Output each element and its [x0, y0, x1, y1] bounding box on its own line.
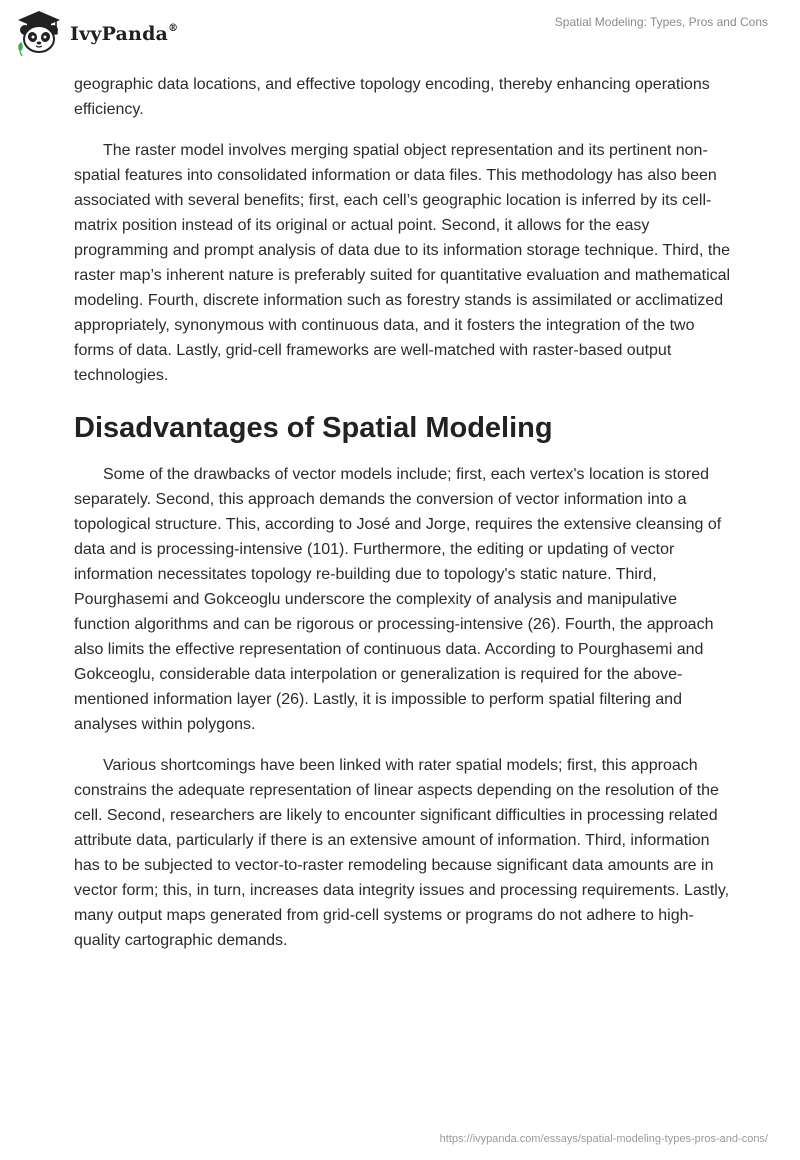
- essay-body: [74, 72, 734, 953]
- page-header: [0, 0, 800, 70]
- section-heading: Disadvantages of Spatial Modeling: [74, 412, 553, 444]
- brand-name: IvyPanda®: [70, 22, 179, 45]
- panda-graduate-icon: [14, 8, 64, 58]
- paragraph-vector-drawbacks: Some of the drawbacks of vector models include; first, each vertex's location is stored separately. Second, this approach demands the conversion of vector information into a topological structure. This, according to José and Jorge, requires the extensive cleansing of data and is processing-intensive (101). Furthermore, the editing or updating of vector information necessitates topology re-building due to topology's static nature. Third, Pourghasemi and Gokceoglu underscore the complexity of analysis and manipulative function algorithms and can be rigorous or processing-intensive (26). Fourth, the approach also limits the effective representation of continuous data. According to Pourghasemi and Gokceoglu, considerable data interpolation or generalization is required for the above-mentioned information layer (26). Lastly, it is impossible to perform spatial filtering and analyses within polygons.: [74, 466, 722, 733]
- paragraph-raster-model: The raster model involves merging spatial object representation and its pertinent non-spatial features into consolidated information or data files. This methodology has also been associated with several benefits; first, each cell’s geographic location is inferred by its cell-matrix position instead of its original or actual point. Second, it allows for the easy programming and prompt analysis of data due to its information storage technique. Third, the raster map’s inherent nature is preferably suited for quantitative evaluation and mathematical modeling. Fourth, discrete information such as forestry stands is assimilated or acclimatized appropriately, synonymous with continuous data, and it fosters the integration of the two forms of data. Lastly, grid-cell frameworks are well-matched with raster-based output technologies.: [74, 142, 731, 384]
- document-title: Spatial Modeling: Types, Pros and Cons: [554, 15, 768, 29]
- source-url[interactable]: https://ivypanda.com/essays/spatial-modeling-types-pros-and-cons/: [439, 1133, 768, 1145]
- paragraph-continuation: geographic data locations, and effective topology encoding, thereby enhancing operations efficiency.: [74, 76, 710, 118]
- ivypanda-logo[interactable]: [14, 8, 178, 58]
- paragraph-raster-shortcomings: Various shortcomings have been linked with rater spatial models; first, this approach constrains the adequate representation of linear aspects depending on the resolution of the cell. Second, researchers are likely to encounter significant difficulties in processing related attribute data, particularly if there is an extensive amount of information. Third, information has to be subjected to vector-to-raster remodeling because significant data amounts are in vector form; this, in turn, increases data integrity issues and processing requirements. Lastly, many output maps generated from grid-cell systems or programs do not adhere to high-quality cartographic demands.: [74, 757, 730, 949]
